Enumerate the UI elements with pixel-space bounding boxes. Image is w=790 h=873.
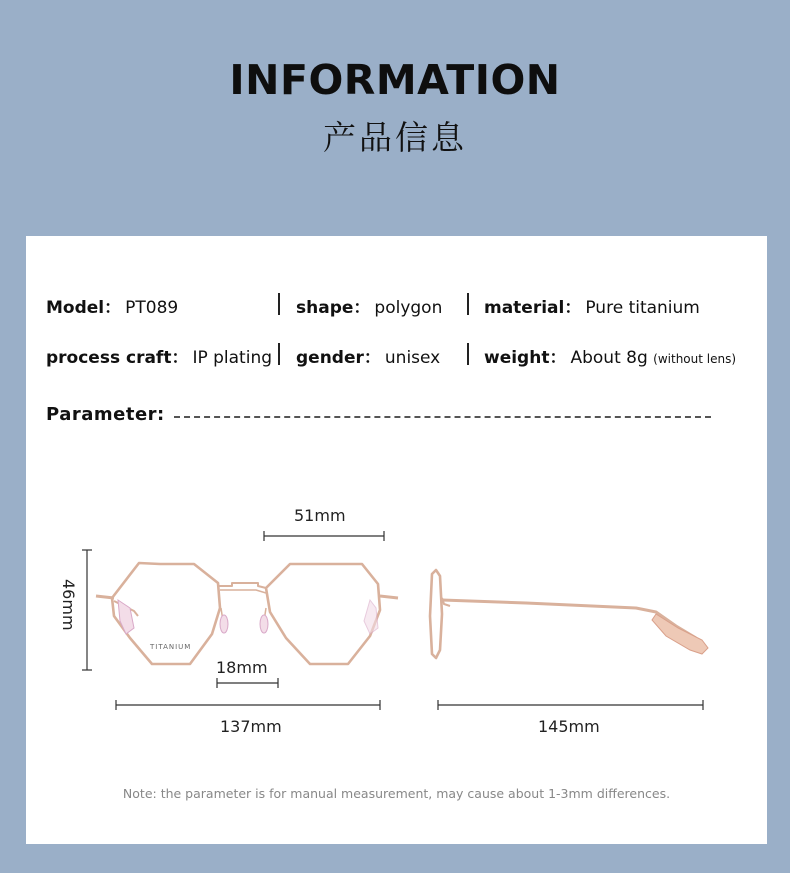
lens-width-dimension-line [264,531,384,541]
bridge [218,583,266,588]
spec-material-value: Pure titanium [585,298,700,318]
side-lens-rim [430,570,442,658]
temple-engraving: TITANIUM [150,643,192,651]
frame-width-label: 137mm [220,717,282,736]
spec-gender-value: unisex [384,348,441,368]
front-view-frame [96,563,398,664]
spec-process-craft-label: process craft： [46,348,189,368]
spec-weight-label: weight： [484,348,567,368]
spec-shape-label: shape： [296,298,371,318]
spec-weight-note: (without lens) [653,352,737,366]
bridge-width-label: 18mm [216,658,268,677]
page-title: INFORMATION [229,56,561,104]
measurement-note: Note: the parameter is for manual measurement, may cause about 1-3mm differences. [122,786,671,801]
glasses-diagram [26,236,767,844]
spec-model-label: Model： [46,298,122,318]
spec-process-craft-value: IP plating [192,348,273,368]
frame-width-dimension-line [116,700,380,710]
temple-length-label: 145mm [538,717,600,736]
parameter-heading: Parameter: [46,404,165,425]
temple-length-dimension-line [438,700,703,710]
lens-height-dimension-line [82,550,92,670]
spec-weight-value: About 8g [570,348,648,368]
info-card [26,236,767,844]
lens-width-label: 51mm [294,506,346,525]
lens-height-label: 46mm [59,579,78,631]
spec-shape-value: polygon [374,298,443,318]
bridge-dimension-line [217,678,278,688]
spec-material-label: material： [484,298,582,318]
spec-model-value: PT089 [125,298,179,318]
spec-gender-label: gender： [296,348,381,368]
right-lens-rim [266,564,380,664]
nose-pads [220,615,268,633]
temple-tips-front [118,600,378,634]
page-subtitle: 产品信息 [323,118,467,157]
temple-tip-side [652,614,708,654]
